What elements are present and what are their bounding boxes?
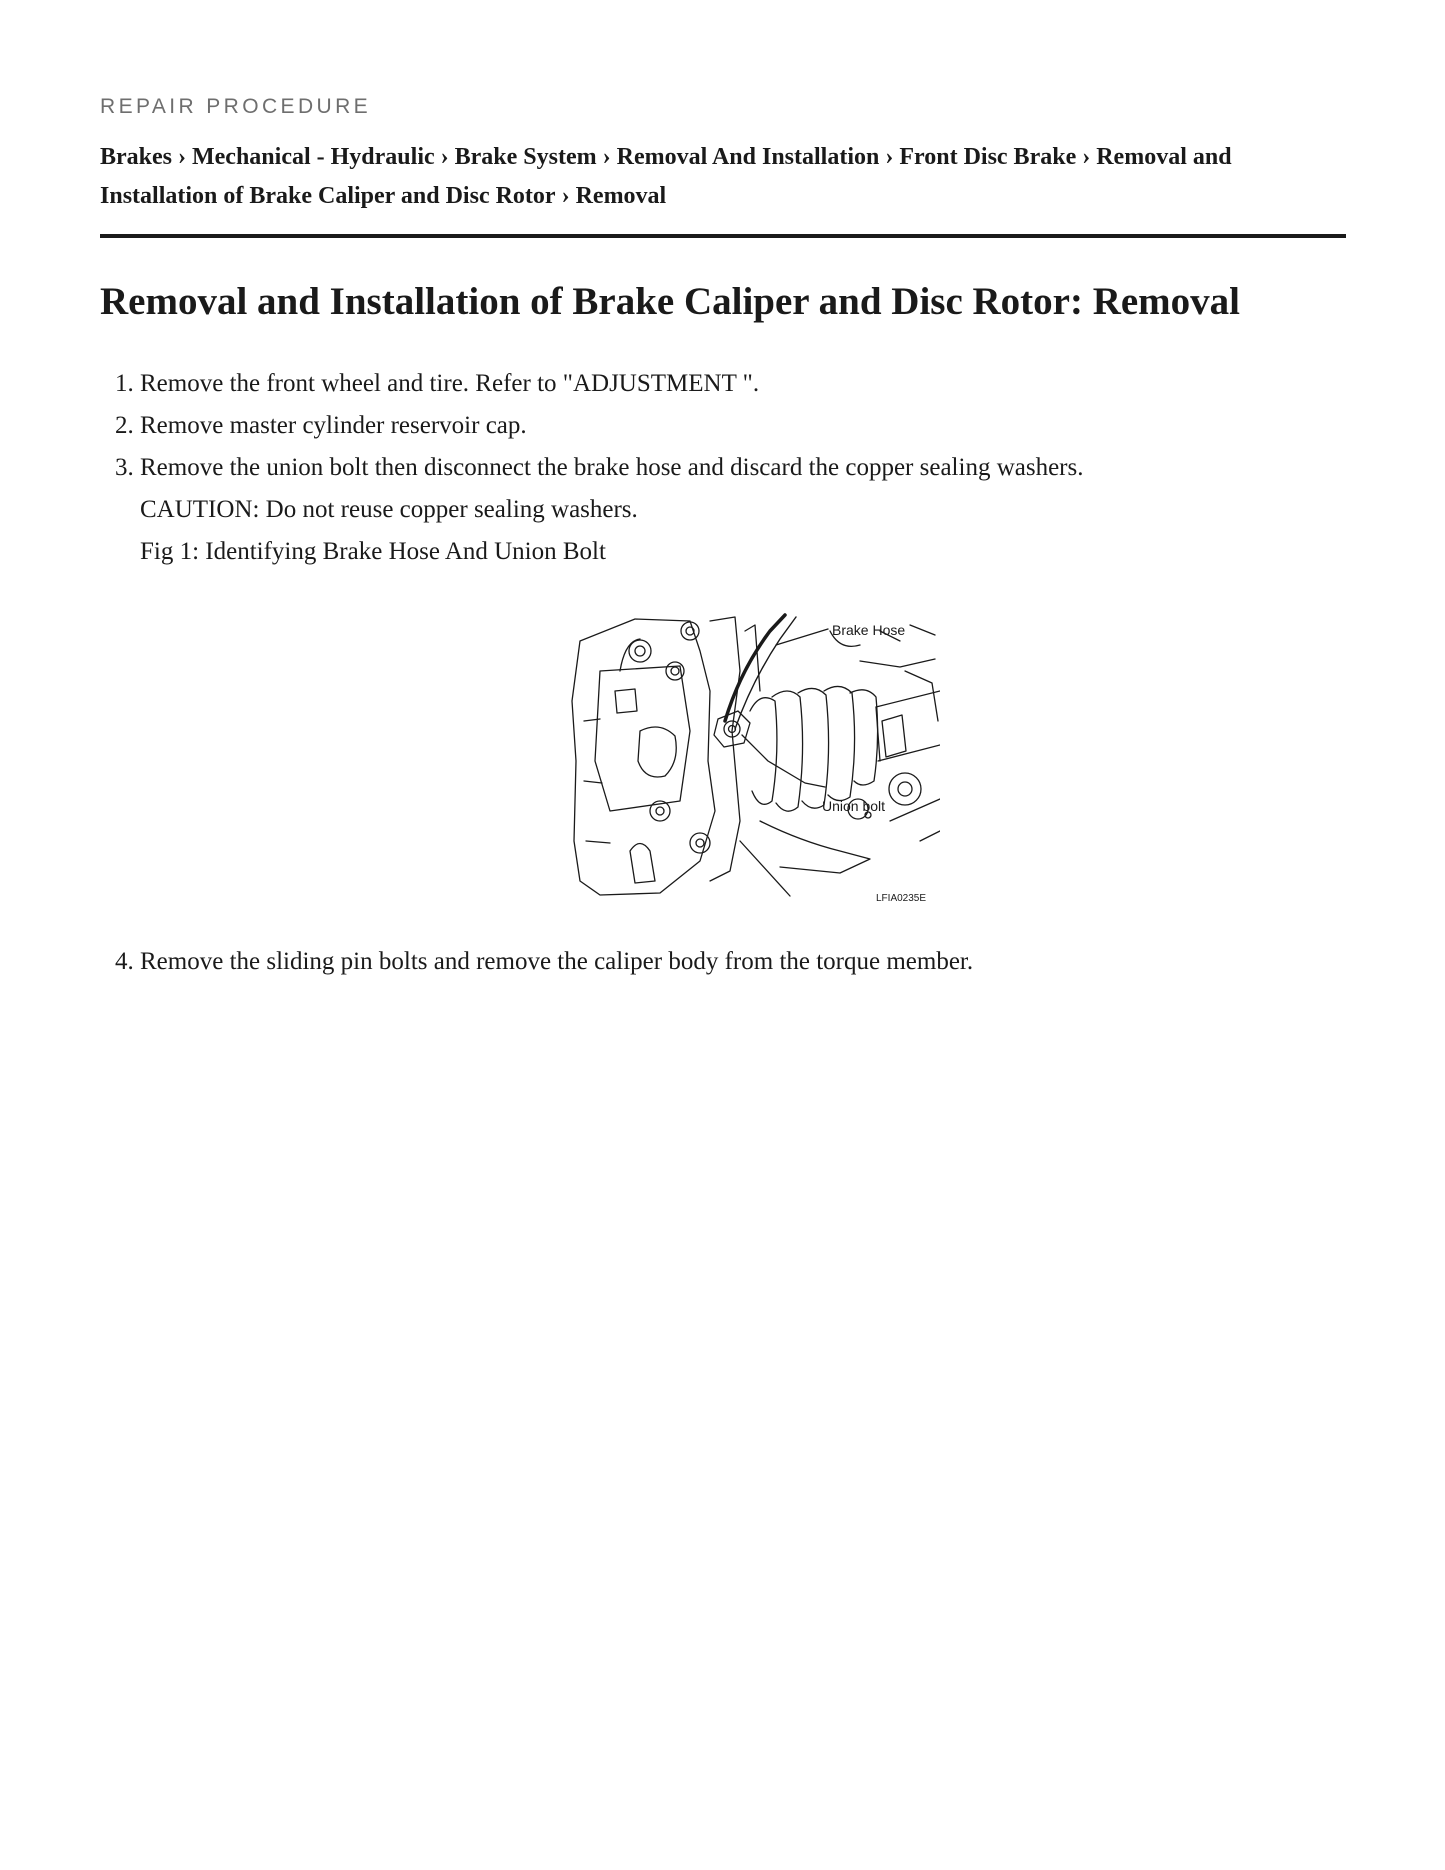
step-item xyxy=(140,405,1346,447)
breadcrumb-item-removal: Removal xyxy=(575,183,667,209)
procedure-steps xyxy=(100,363,1346,983)
label-brake-hose: Brake Hose xyxy=(832,622,906,638)
page-title: Removal and Installation of Brake Caliper and Disc Rotor: Removal xyxy=(100,280,1241,323)
breadcrumb-separator: › xyxy=(561,183,570,209)
header-divider xyxy=(100,234,1346,238)
step-item xyxy=(140,447,1346,905)
breadcrumb-item-brakes[interactable]: Brakes xyxy=(100,144,172,170)
breadcrumb-item-front-disc-brake[interactable]: Front Disc Brake xyxy=(899,144,1077,170)
breadcrumb-separator: › xyxy=(1082,144,1091,170)
step-text: Remove the front wheel and tire. Refer to "ADJUSTMENT ". xyxy=(140,370,760,397)
label-figure-code: LFIA0235E xyxy=(876,893,927,904)
step-text: Remove the sliding pin bolts and remove the caliper body from the torque member. xyxy=(140,948,974,975)
document-page xyxy=(100,92,1346,983)
breadcrumb-separator: › xyxy=(440,144,449,170)
caution-note: CAUTION: Do not reuse copper sealing washers. xyxy=(140,496,638,523)
step-item xyxy=(140,941,1346,983)
step-text: Remove master cylinder reservoir cap. xyxy=(140,412,527,439)
breadcrumb-separator: › xyxy=(602,144,611,170)
breadcrumb-item-mechanical-hydraulic[interactable]: Mechanical - Hydraulic xyxy=(192,144,435,170)
breadcrumb-separator: › xyxy=(178,144,186,170)
breadcrumb-separator: › xyxy=(885,144,894,170)
label-union-bolt: Union bolt xyxy=(822,798,886,814)
breadcrumb xyxy=(100,138,1346,216)
brake-caliper-illustration xyxy=(540,611,940,905)
figure-caption: Fig 1: Identifying Brake Hose And Union Bolt xyxy=(140,538,606,565)
step-item xyxy=(140,363,1346,405)
breadcrumb-item-removal-and-installation[interactable]: Removal And Installation xyxy=(616,144,880,170)
brake-caliper-figure xyxy=(540,611,940,905)
step-text: Remove the union bolt then disconnect the brake hose and discard the copper sealing washers. xyxy=(140,454,1084,481)
section-kicker: REPAIR PROCEDURE xyxy=(100,95,372,118)
breadcrumb-item-caliper-and-rotor[interactable]: Removal and Installation of Brake Caliper and Disc Rotor xyxy=(100,144,1232,209)
breadcrumb-item-brake-system[interactable]: Brake System xyxy=(454,144,597,170)
